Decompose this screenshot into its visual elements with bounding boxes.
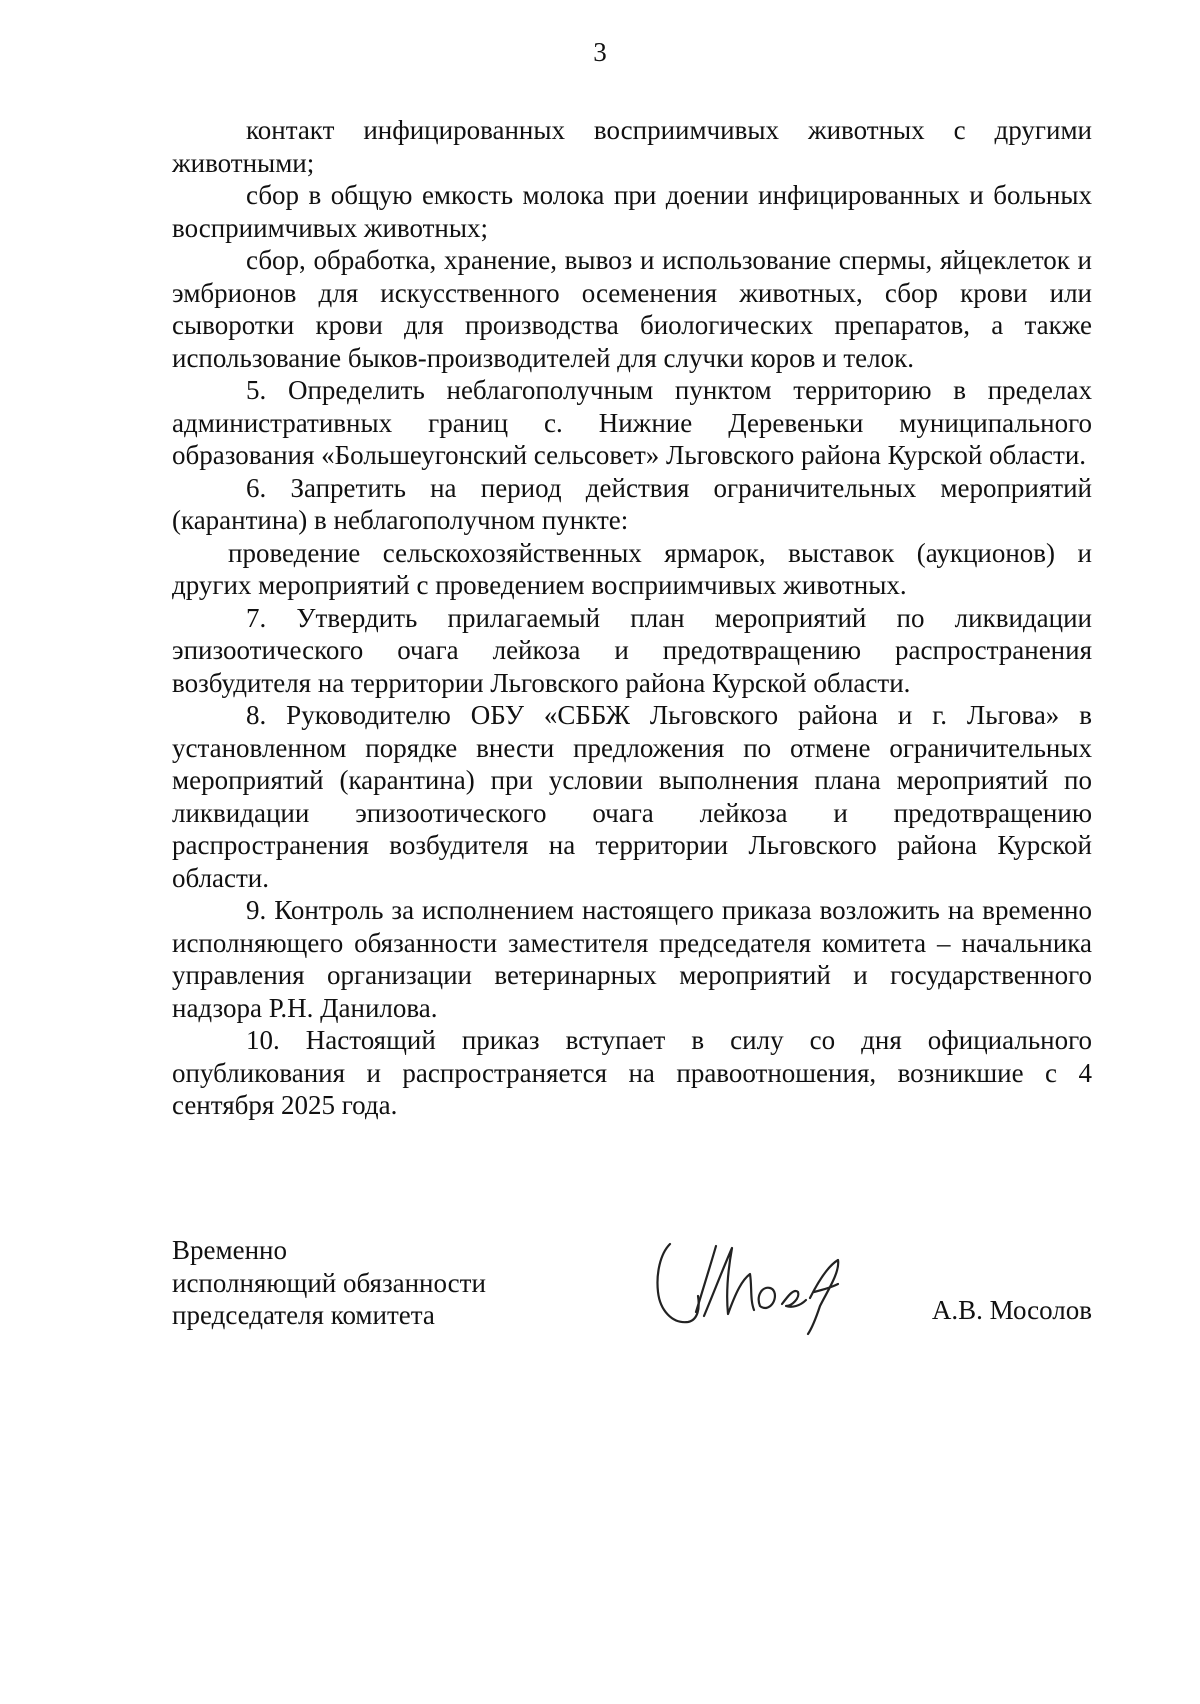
paragraph-contact: контакт инфицированных восприимчивых животных с другими животными; bbox=[172, 115, 1092, 178]
paragraph-milk-collection: сбор в общую емкость молока при доении инфицированных и больных восприимчивых животных; bbox=[172, 180, 1092, 243]
signatory-position-line: председателя комитета bbox=[172, 1300, 435, 1330]
paragraph-item-5: 5. Определить неблагополучным пунктом территорию в пределах административных границ с. Нижние Деревеньки муниципального образования «Большеугонский сельсовет» Льговского района Курской области. bbox=[172, 375, 1092, 470]
paragraph-item-9: 9. Контроль за исполнением настоящего приказа возложить на временно исполняющего обязанности заместителя председателя комитета – начальника управления организации ветеринарных мероприятий и государственного надзора Р.Н. Данилова. bbox=[172, 895, 1092, 1023]
paragraph-item-7: 7. Утвердить прилагаемый план мероприятий по ликвидации эпизоотического очага лейкоза и предотвращению распространения возбудителя на территории Льговского района Курской области. bbox=[172, 602, 1092, 698]
paragraph-fairs-ban: проведение сельскохозяйственных ярмарок, выставок (аукционов) и других мероприятий с проведением восприимчивых животных. bbox=[172, 537, 1092, 600]
signatory-position bbox=[172, 1234, 486, 1332]
page-number: 3 bbox=[593, 37, 607, 67]
paragraph-item-8: 8. Руководителю ОБУ «СББЖ Льговского района и г. Льгова» в установленном порядке внести предложения по отмене ограничительных мероприятий (карантина) при условии выполнения плана мероприятий по ликвидации эпизоотического очага лейкоза и предотвращению распространения возбудителя на территории Льговского района Курской области. bbox=[172, 700, 1092, 893]
paragraph-item-6: 6. Запретить на период действия ограничительных мероприятий (карантина) в неблагополучном пункте: bbox=[172, 472, 1092, 535]
document-body bbox=[172, 114, 1092, 1122]
signatory-position-line: Временно bbox=[172, 1235, 287, 1265]
paragraph-sperm-collection: сбор, обработка, хранение, вывоз и использование спермы, яйцеклеток и эмбрионов для искусственного осеменения животных, сбор крови или сыворотки крови для производства биологических препаратов, а также использование быков-производителей для случки коров и телок. bbox=[172, 245, 1092, 373]
signature-block bbox=[172, 1234, 1092, 1344]
handwritten-signature bbox=[642, 1226, 892, 1336]
signatory-position-line: исполняющий обязанности bbox=[172, 1267, 486, 1298]
signatory-name: А.В. Мосолов bbox=[931, 1295, 1092, 1325]
paragraph-item-10: 10. Настоящий приказ вступает в силу со дня официального опубликования и распространяется на правоотношения, возникшие с 4 сентября 2025 года. bbox=[172, 1025, 1092, 1120]
